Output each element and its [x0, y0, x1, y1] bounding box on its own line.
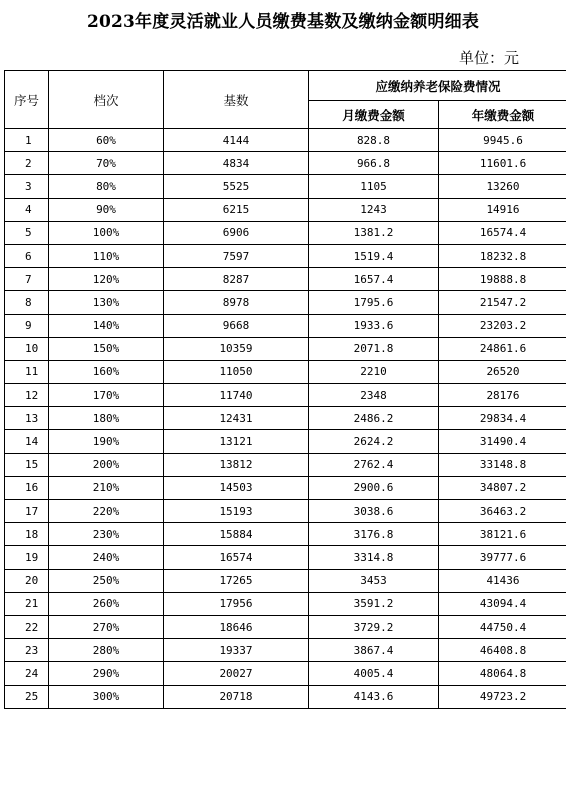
cell-level: 140%: [49, 314, 164, 337]
cell-monthly: 2762.4: [309, 453, 439, 476]
cell-index: 17: [5, 500, 49, 523]
table-row: [5, 314, 566, 337]
cell-index: 8: [5, 291, 49, 314]
cell-index: 6: [5, 244, 49, 267]
cell-base: 10359: [164, 337, 309, 360]
cell-base: 20027: [164, 662, 309, 685]
table-row: [5, 152, 566, 175]
cell-level: 260%: [49, 592, 164, 615]
table-row: [5, 546, 566, 569]
cell-level: 280%: [49, 639, 164, 662]
cell-base: 11050: [164, 360, 309, 383]
cell-monthly: 3591.2: [309, 592, 439, 615]
cell-yearly: 41436: [439, 569, 566, 592]
cell-yearly: 11601.6: [439, 152, 566, 175]
cell-index: 7: [5, 268, 49, 291]
cell-base: 13121: [164, 430, 309, 453]
cell-monthly: 4005.4: [309, 662, 439, 685]
cell-yearly: 13260: [439, 175, 566, 198]
cell-index: 4: [5, 198, 49, 221]
cell-yearly: 24861.6: [439, 337, 566, 360]
table-row: [5, 291, 566, 314]
cell-base: 20718: [164, 685, 309, 708]
cell-base: 16574: [164, 546, 309, 569]
cell-monthly: 1519.4: [309, 244, 439, 267]
header-base: 基数: [164, 71, 309, 129]
cell-base: 4834: [164, 152, 309, 175]
cell-yearly: 16574.4: [439, 221, 566, 244]
cell-index: 3: [5, 175, 49, 198]
cell-yearly: 48064.8: [439, 662, 566, 685]
page-title: 2023年度灵活就业人员缴费基数及缴纳金额明细表: [86, 12, 480, 32]
cell-level: 120%: [49, 268, 164, 291]
cell-monthly: 2486.2: [309, 407, 439, 430]
cell-index: 12: [5, 384, 49, 407]
cell-yearly: 46408.8: [439, 639, 566, 662]
contribution-table: [4, 70, 566, 709]
cell-level: 150%: [49, 337, 164, 360]
table-row: [5, 268, 566, 291]
cell-level: 190%: [49, 430, 164, 453]
cell-level: 80%: [49, 175, 164, 198]
cell-index: 1: [5, 129, 49, 152]
cell-yearly: 29834.4: [439, 407, 566, 430]
cell-monthly: 1933.6: [309, 314, 439, 337]
cell-yearly: 26520: [439, 360, 566, 383]
cell-yearly: 14916: [439, 198, 566, 221]
cell-monthly: 828.8: [309, 129, 439, 152]
cell-base: 9668: [164, 314, 309, 337]
cell-monthly: 1105: [309, 175, 439, 198]
cell-yearly: 43094.4: [439, 592, 566, 615]
table-row: [5, 360, 566, 383]
cell-yearly: 23203.2: [439, 314, 566, 337]
cell-index: 5: [5, 221, 49, 244]
cell-base: 18646: [164, 615, 309, 638]
cell-yearly: 33148.8: [439, 453, 566, 476]
cell-yearly: 18232.8: [439, 244, 566, 267]
cell-index: 15: [5, 453, 49, 476]
table-row: [5, 221, 566, 244]
table-row: [5, 615, 566, 638]
cell-base: 6215: [164, 198, 309, 221]
cell-monthly: 2348: [309, 384, 439, 407]
cell-index: 21: [5, 592, 49, 615]
cell-monthly: 1381.2: [309, 221, 439, 244]
cell-level: 270%: [49, 615, 164, 638]
header-level: 档次: [49, 71, 164, 129]
table-row: [5, 685, 566, 708]
cell-index: 22: [5, 615, 49, 638]
cell-index: 10: [5, 337, 49, 360]
cell-yearly: 49723.2: [439, 685, 566, 708]
cell-index: 18: [5, 523, 49, 546]
cell-monthly: 1243: [309, 198, 439, 221]
table-row: [5, 453, 566, 476]
cell-monthly: 1657.4: [309, 268, 439, 291]
cell-base: 17956: [164, 592, 309, 615]
cell-index: 19: [5, 546, 49, 569]
table-row: [5, 476, 566, 499]
cell-index: 23: [5, 639, 49, 662]
header-group: 应缴纳养老保险费情况: [309, 71, 566, 101]
cell-yearly: 38121.6: [439, 523, 566, 546]
table-body: [5, 129, 566, 709]
cell-index: 9: [5, 314, 49, 337]
cell-monthly: 2624.2: [309, 430, 439, 453]
cell-monthly: 3729.2: [309, 615, 439, 638]
cell-level: 250%: [49, 569, 164, 592]
cell-level: 110%: [49, 244, 164, 267]
cell-yearly: 36463.2: [439, 500, 566, 523]
cell-level: 300%: [49, 685, 164, 708]
cell-monthly: 2210: [309, 360, 439, 383]
cell-monthly: 2071.8: [309, 337, 439, 360]
cell-base: 14503: [164, 476, 309, 499]
cell-base: 6906: [164, 221, 309, 244]
table-row: [5, 500, 566, 523]
cell-level: 240%: [49, 546, 164, 569]
cell-yearly: 39777.6: [439, 546, 566, 569]
cell-monthly: 3038.6: [309, 500, 439, 523]
cell-level: 70%: [49, 152, 164, 175]
cell-yearly: 28176: [439, 384, 566, 407]
cell-monthly: 1795.6: [309, 291, 439, 314]
cell-base: 11740: [164, 384, 309, 407]
table-row: [5, 244, 566, 267]
cell-yearly: 31490.4: [439, 430, 566, 453]
table-row: [5, 592, 566, 615]
cell-monthly: 3867.4: [309, 639, 439, 662]
cell-base: 13812: [164, 453, 309, 476]
cell-monthly: 3453: [309, 569, 439, 592]
cell-level: 200%: [49, 453, 164, 476]
cell-index: 24: [5, 662, 49, 685]
cell-index: 11: [5, 360, 49, 383]
cell-yearly: 44750.4: [439, 615, 566, 638]
cell-yearly: 19888.8: [439, 268, 566, 291]
cell-level: 210%: [49, 476, 164, 499]
cell-base: 8978: [164, 291, 309, 314]
header-yearly: 年缴费金额: [439, 101, 566, 129]
cell-yearly: 34807.2: [439, 476, 566, 499]
cell-level: 160%: [49, 360, 164, 383]
table-row: [5, 662, 566, 685]
table-row: [5, 407, 566, 430]
cell-base: 4144: [164, 129, 309, 152]
cell-level: 290%: [49, 662, 164, 685]
cell-level: 90%: [49, 198, 164, 221]
header-index: 序号: [5, 71, 49, 129]
cell-index: 13: [5, 407, 49, 430]
cell-monthly: 3314.8: [309, 546, 439, 569]
table-row: [5, 639, 566, 662]
cell-base: 8287: [164, 268, 309, 291]
cell-base: 17265: [164, 569, 309, 592]
cell-base: 15193: [164, 500, 309, 523]
cell-base: 15884: [164, 523, 309, 546]
cell-base: 12431: [164, 407, 309, 430]
cell-level: 170%: [49, 384, 164, 407]
table-row: [5, 569, 566, 592]
cell-index: 14: [5, 430, 49, 453]
table-row: [5, 384, 566, 407]
cell-level: 230%: [49, 523, 164, 546]
cell-monthly: 3176.8: [309, 523, 439, 546]
cell-yearly: 21547.2: [439, 291, 566, 314]
unit-label: 单位：元: [459, 49, 520, 67]
cell-base: 5525: [164, 175, 309, 198]
cell-index: 25: [5, 685, 49, 708]
cell-index: 2: [5, 152, 49, 175]
cell-monthly: 4143.6: [309, 685, 439, 708]
cell-yearly: 9945.6: [439, 129, 566, 152]
cell-base: 19337: [164, 639, 309, 662]
header-monthly: 月缴费金额: [309, 101, 439, 129]
table-row: [5, 430, 566, 453]
cell-level: 60%: [49, 129, 164, 152]
cell-index: 20: [5, 569, 49, 592]
table-row: [5, 337, 566, 360]
table-row: [5, 523, 566, 546]
cell-index: 16: [5, 476, 49, 499]
cell-monthly: 966.8: [309, 152, 439, 175]
cell-monthly: 2900.6: [309, 476, 439, 499]
table-row: [5, 129, 566, 152]
table-row: [5, 198, 566, 221]
cell-level: 220%: [49, 500, 164, 523]
cell-level: 130%: [49, 291, 164, 314]
table-row: [5, 175, 566, 198]
cell-level: 100%: [49, 221, 164, 244]
cell-base: 7597: [164, 244, 309, 267]
cell-level: 180%: [49, 407, 164, 430]
